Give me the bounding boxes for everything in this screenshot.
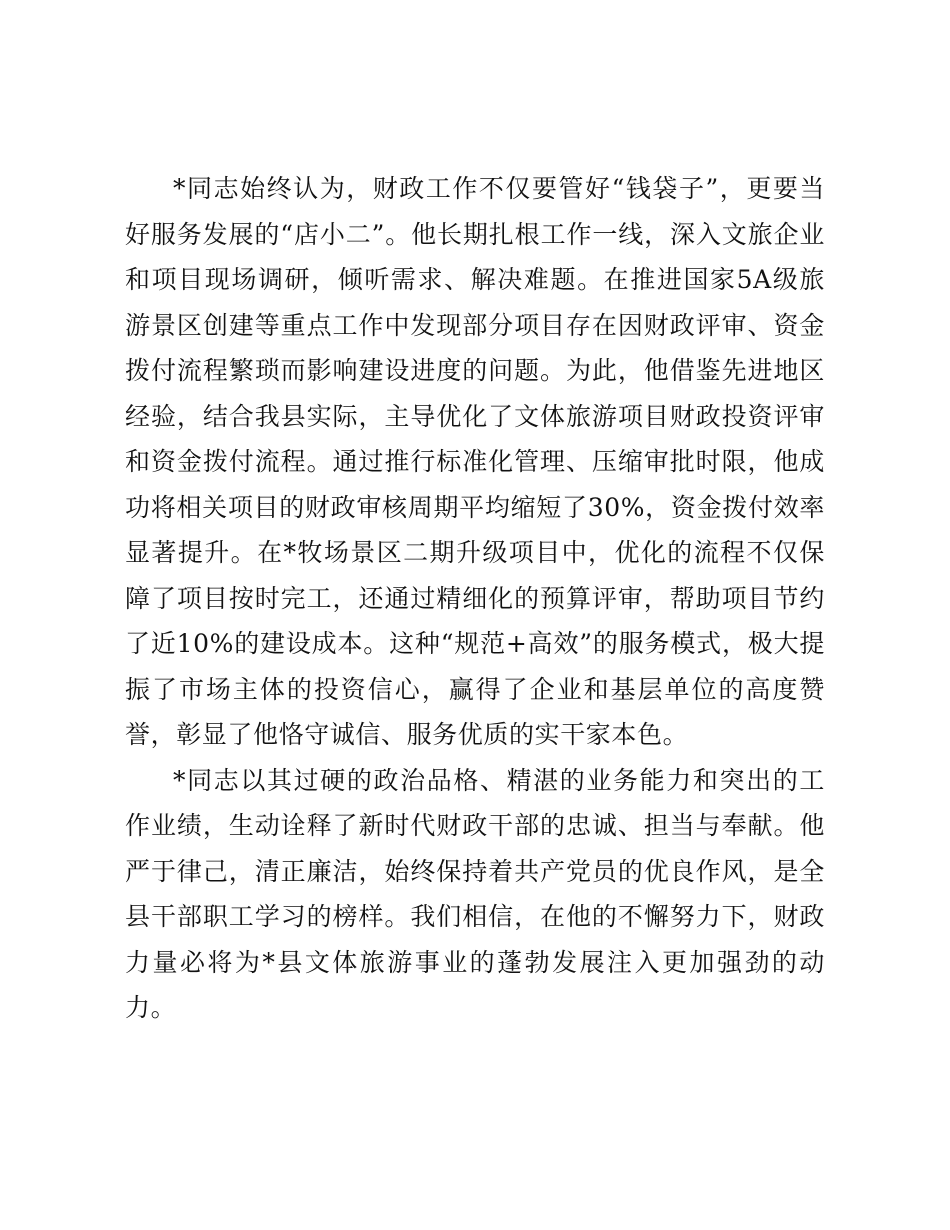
document-body bbox=[125, 166, 825, 1031]
body-paragraph-1: *同志始终认为，财政工作不仅要管好“钱袋子”，更要当好服务发展的“店小二”。他长期扎根工作一线，深入文旅企业和项目现场调研，倾听需求、解决难题。在推进国家5A级旅游景区创建等重点工作中发现部分项目存在因财政评审、资金拨付流程繁琐而影响建设进度的问题。为此，他借鉴先进地区经验，结合我县实际，主导优化了文体旅游项目财政投资评审和资金拨付流程。通过推行标准化管理、压缩审批时限，他成功将相关项目的财政审核周期平均缩短了30%，资金拨付效率显著提升。在*牧场景区二期升级项目中，优化的流程不仅保障了项目按时完工，还通过精细化的预算评审，帮助项目节约了近10%的建设成本。这种“规范+高效”的服务模式，极大提振了市场主体的投资信心，赢得了企业和基层单位的高度赞誉，彰显了他恪守诚信、服务优质的实干家本色。 bbox=[125, 174, 825, 749]
body-paragraph-2: *同志以其过硬的政治品格、精湛的业务能力和突出的工作业绩，生动诠释了新时代财政干部的忠诚、担当与奉献。他严于律己，清正廉洁，始终保持着共产党员的优良作风，是全县干部职工学习的榜样。我们相信，在他的不懈努力下，财政力量必将为*县文体旅游事业的蓬勃发展注入更加强劲的动力。 bbox=[125, 765, 825, 1022]
